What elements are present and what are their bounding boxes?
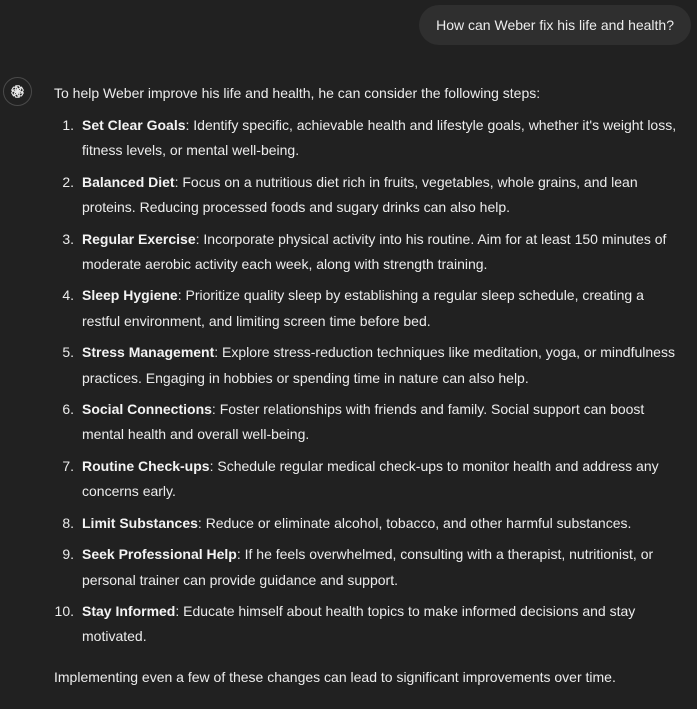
step-item [54,511,682,536]
step-text: : Foster relationships with friends and family. Social support can boost mental health and overall well-being. [82,401,645,443]
step-title: Routine Check-ups [82,457,210,474]
step-text: : Educate himself about health topics to make informed decisions and stay motivated. [82,602,636,645]
step-title: Seek Professional Help [82,546,237,563]
user-message-bubble [419,5,691,45]
step-item [54,227,682,278]
step-item [54,340,682,391]
step-number: 2. [62,173,74,190]
step-text: : Reduce or eliminate alcohol, tobacco, and other harmful substances. [197,514,632,531]
step-item [54,599,682,650]
step-item [54,454,682,505]
step-text: : Focus on a nutritious diet rich in fruits, vegetables, whole grains, and lean proteins. Reducing processed foods and sugary drinks can also help. [82,173,638,216]
step-title: Limit Substances [82,514,198,531]
steps-list [54,113,694,650]
step-text: : Incorporate physical activity into his routine. Aim for at least 150 minutes of moderate aerobic activity each week, along with strength training. [82,230,667,273]
step-title: Sleep Hygiene [82,287,178,304]
step-title: Regular Exercise [82,230,196,247]
step-text: : Identify specific, achievable health and lifestyle goals, whether it's weight loss, fitness levels, or mental well-being. [82,117,677,159]
step-item [54,283,682,334]
step-title: Stay Informed [82,602,176,619]
step-title: Balanced Diet [82,173,175,190]
step-number: 5. [62,344,74,361]
step-number: 7. [62,457,74,474]
step-number: 6. [62,401,74,418]
step-title: Social Connections [82,401,212,418]
user-message-text: How can Weber fix his life and health? [436,17,674,33]
step-item [54,113,682,164]
step-text: : Explore stress-reduction techniques like meditation, yoga, or mindfulness practices. Engaging in hobbies or spending time in nature can also help. [82,344,675,386]
step-number: 3. [62,230,74,247]
assistant-intro: To help Weber improve his life and health, he can consider the following steps: [54,85,541,101]
step-number: 4. [62,287,74,304]
step-item [54,542,682,593]
step-item [54,170,682,221]
assistant-avatar [3,77,32,106]
assistant-closing: Implementing even a few of these changes can lead to significant improvements over time. [54,668,616,685]
step-number: 9. [62,546,74,563]
step-item [54,397,682,448]
step-title: Stress Management [82,344,215,361]
openai-logo-icon [8,82,27,101]
step-number: 8. [62,514,74,531]
step-title: Set Clear Goals [82,117,186,133]
step-number: 1. [62,117,74,133]
step-text: : Prioritize quality sleep by establishing a regular sleep schedule, creating a restful environment, and limiting screen time before bed. [82,287,644,329]
assistant-message [54,81,694,689]
step-number: 10. [54,602,74,619]
step-text: : If he feels overwhelmed, consulting with a therapist, nutritionist, or personal trainer can provide guidance and support. [82,546,654,588]
step-text: : Schedule regular medical check-ups to monitor health and address any concerns early. [82,457,659,500]
